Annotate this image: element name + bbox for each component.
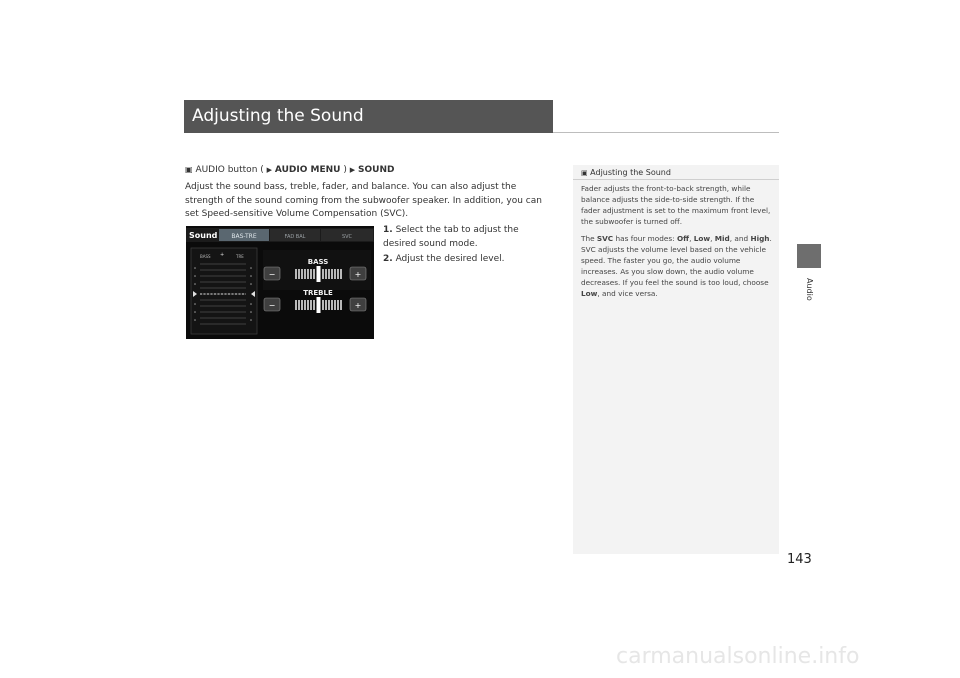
- page-title: Adjusting the Sound: [184, 100, 553, 133]
- sound-screen-image: [186, 226, 374, 339]
- sidebar-paragraph-1: Fader adjusts the front-to-back strength, while balance adjusts the side-to-side strength. If the fader adjustment is set to the maximum front level, the subwoofer is turned off.: [581, 184, 771, 226]
- text: , and vice versa.: [597, 289, 658, 298]
- tab-svc: SVC: [341, 234, 353, 240]
- tab-fad-bal: FAD BAL: [284, 234, 306, 240]
- path-target: SOUND: [358, 165, 395, 175]
- bass-plus-label: +: [354, 270, 362, 279]
- info-sidebar: [573, 165, 779, 554]
- step-number: 1.: [383, 225, 393, 235]
- bass-label: BASS: [307, 258, 329, 266]
- term-low: Low: [581, 289, 598, 298]
- step-number: 2.: [383, 254, 393, 264]
- text: ,: [689, 234, 694, 243]
- watermark: carmanualsonline.info: [616, 644, 860, 669]
- text: , and: [729, 234, 751, 243]
- term-mid: Mid: [714, 234, 730, 243]
- treble-slider-thumb: [317, 297, 321, 313]
- arrow-right-icon: ▶: [349, 166, 356, 174]
- term-off: Off: [676, 234, 690, 243]
- treble-minus-label: −: [268, 301, 276, 310]
- text: ,: [710, 234, 715, 243]
- path-close: ): [343, 165, 347, 175]
- treble-label: TREBLE: [303, 289, 333, 297]
- page-number: 143: [787, 552, 812, 567]
- bass-slider-thumb: [317, 266, 321, 282]
- arrow-right-icon: ▶: [266, 166, 273, 174]
- path-prefix: AUDIO button (: [195, 165, 264, 175]
- audio-button-icon: ▣: [185, 165, 193, 174]
- sidebar-heading: [581, 168, 671, 177]
- step-text: Adjust the desired level.: [395, 254, 505, 264]
- menu-path: [185, 165, 394, 175]
- sidebar-rule: [573, 179, 779, 180]
- text: has four modes:: [613, 234, 677, 243]
- text: . SVC adjusts the volume level based on the vehicle speed. The faster you go, the audio volume increases. As you slow down, the audio volume decreases. If you feel the sound is too loud, choose: [581, 234, 772, 287]
- tab-bas-tre: BAS-TRE: [231, 233, 257, 240]
- step-text: Select the tab to adjust the desired sound mode.: [383, 225, 519, 249]
- sidebar-body: [581, 183, 773, 305]
- text: The: [581, 234, 597, 243]
- mini-label-bass: BASS: [200, 254, 211, 259]
- title-rule: [553, 132, 779, 133]
- intro-paragraph: Adjust the sound bass, treble, fader, and balance. You can also adjust the strength of the sound coming from the subwoofer speaker. In addition, you can set Speed-sensitive Volume Compensation (SVC).: [185, 182, 542, 219]
- term-low: Low: [693, 234, 711, 243]
- treble-plus-label: +: [354, 301, 362, 310]
- mini-label-tre: TRE: [236, 254, 244, 259]
- step-1: [383, 224, 553, 251]
- path-menu: AUDIO MENU: [274, 165, 341, 175]
- section-tab-label: Audio: [805, 278, 814, 301]
- term-high: High: [750, 234, 770, 243]
- step-2: [383, 253, 553, 267]
- sound-screen-svg: [186, 226, 374, 339]
- section-tab: [797, 244, 821, 268]
- sidebar-heading-text: Adjusting the Sound: [590, 168, 671, 177]
- note-icon: ▣: [581, 169, 588, 177]
- screen-title: Sound: [189, 231, 218, 240]
- bass-minus-label: −: [268, 270, 276, 279]
- svg-text:+: +: [220, 252, 225, 258]
- sidebar-paragraph-2: [581, 233, 773, 299]
- term-svc: SVC: [596, 234, 614, 243]
